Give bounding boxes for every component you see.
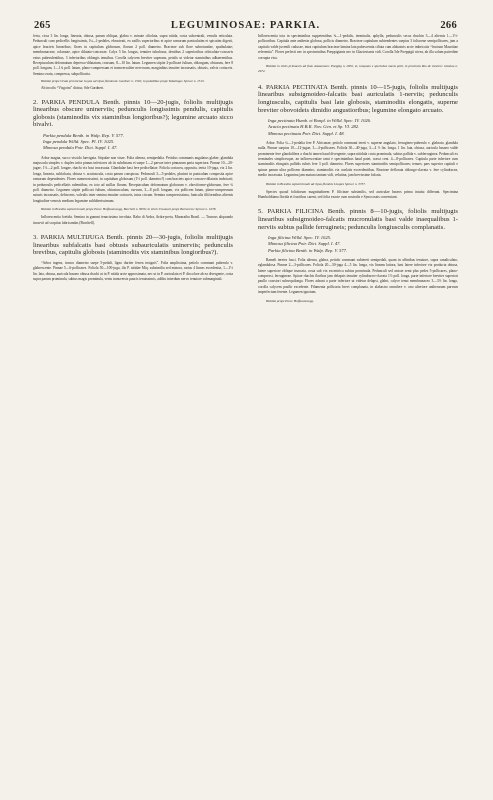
synonym: Mimosa pendula Poir. Dict. Suppl. I. 47. — [43, 145, 118, 151]
synonym: Inga pectinata Humb. et Bonpl. in Willd. Spec. IV. 1026. — [268, 118, 372, 124]
continued-description: Inflorescentia tota in speciminibus suppetentibus ¾—1-pedalis, terminalis, aphylla, pedunculis secus rhachin 3—4 alternis 1—1½-pollicaribus. Capitula ante anthesin globosa, pollicis diametro. Bracteae capitulum subtendentes saepius 3 foliaceae semipollicares, jam a capitulo valde juvenili caducae, intra capitulum bracteae lamina lata pubescentia ciliata cum alabastris arcte imbricatis “fructum Mauritiae referentia”. Flores perfecti nec in speciminibus Poeppigianis nec in Glaziovianis vidi. Corolla 5de Poeppigii nivea, ab illa solum putredine corrupta visa. — [258, 34, 458, 60]
synonym: Inga pendula Willd. Spec. Pl. IV. 1025. — [43, 139, 115, 145]
synonym-list — [268, 118, 458, 137]
synonym-list — [268, 235, 458, 254]
habitat-note: Habitat in silvis primaevis ad flum Amazonum: Poeppig n. 2832, et, tunquam e speciebus maxis petit, in provincia Rio de Janeiro: Glaziou n. 2972. — [258, 64, 458, 73]
running-title: LEGUMINOSAE: PARKIA. — [170, 20, 321, 31]
habitat-note: Habitat prope Para: Hoffmannsegg. — [266, 298, 314, 303]
species-description: Arbor. Folia ¾—1-pedalia fere P. Africanae, petiolo communi tereti v. superne angulato, ferrugineo-puberulo v. glabrato, glandula nulla. Pinnae saepius 10—12-jugae, 3—4-pollicares. Foliola 30—40-juga, 3—4 ½ lin. longa, 1 lin. lata, obtusa, auricula basaeo valde prominente fere glandulifera a rhachi tamen haud divergente, supra nitidula costa prominula, subtus pallida v. subferruginea. Pedunculi ex terminales simplicesque, an inflorescentiae rami e speciminibus haud patet, crassi cent. 4—8-pollicares. Capitula parte inferiore cum staminodiis elongatis pallidis rubris fere 3 poll. diametro. Flores superiores staminodiis semipollicares; tenues; pars superior capituli e spinae parum ultra pollicem diametro, staminodiis vix conlatis exceedentibus. Bracteae deflorata oblongo-clavata v. fere cylindracea, medio incrassata. Legumina jam matura tantum vidi, velutina, jam brevissime falcata. — [258, 140, 458, 178]
left-column — [33, 34, 233, 282]
synonym: Inga filicina Willd. Spec. IV. 1025. — [268, 235, 332, 241]
habitat-note: Habitat prope Orata provinciae Goyaz ad ripas fluminum: Gardner n. 1592; in paludibus prope Tabatinga: Spruce n. 1513. — [41, 79, 205, 84]
right-column — [258, 34, 458, 304]
species-heading-parkia-filicina: 5. PARKIA FILICINA Benth. pinnis 8—10-jugis, foliolis multijugis linearibus subsigmoideo-falcatis mucronulatis basi valde inaequalibus 1-nerviis subtus pallide ferrugineis; pedunculis longiusculis complanatis. — [258, 208, 458, 231]
species-description: “Arbor ingens, trunco diametro saepe 5-pedali, ligno duriter ferrea insignis”. Folia amplissima, petiolo communi puberulo v. glabrescente. Pinnae 5—6-pollicares. Foliola 50—100-juga, ilis P. nitidae Miq. subsimilia sed minora, rarius 4 lineas excedentia, 1—1½ lin. lata, obtusa, auricula basaeo obtusa rhachi ut in P. nitida arcte approximata, nec ut in P. auriculata et P. discolore ab ea divergente, costa supra parum prominula, subtus magis prominula, venis transversis paucis tenuissimis, addito interdum nervo tenuiore submarginali. — [33, 260, 233, 281]
synonym: Parkia filicina Benth. in Walp. Rep. V. 577. — [268, 247, 348, 253]
species-description: Rameli teretes fusci. Folia alterna, glabra, petiolo communi subtereti semipedali, quam in affinibus tenuiore, supra canaliculato, eglandulosa. Pinnae 2—3-pollicares. Foliola 20—30-juga 4—5 lin. longa, vix lineam latiora, basi latere inferiore vix producta obtusa, latere superiore oblique truncata, costa sub vix excentrica subtus prominula. Pedunculi sed anicae semi plus pedes 5-pollicares, plano-compressi, ferrugineae. Spicae rhachis floribus jam delapsis tenuiter cylindraceo-clavata 1½ poll. longa, parte inferiore breviter superiori paullo crassiori subsequilonga. Flores adsunt a parte inferiore ut videtur delapsi, glabri, calyce tenui membranaceo 3—3½ lin. longo, corolla calycem paullo excedente. Filamenta pollicaria brevi complanata, in alabastro omnifere v. ono ulteriore antherarum parvum imperfectum ferente. Legumen ignotum. — [258, 257, 458, 295]
species-heading-parkia-pectinata: 4. PARKIA PECTINATA Benth. pinnis 10—15-jugis, foliolis multijugis linearibus subsigmoideo-falcatis basi auriculatis 1-nerviis; pedunculis longiusculis, capitulis basi late globosis, staminodiis elongatis, superne breviter obovoideis dimidio angustioribus; legumine elongato arcuato. — [258, 83, 458, 114]
species-note: Species quoad foliolorum magnitudinem P. filicinae subsimilis, sed auriculae baseos prima intuitu differunt. Specimina Humboldtiana florida et fructibus carent, sed folia exacte cum nostralis e Synocosais conveniunt. — [258, 189, 458, 199]
synonym: Acacia pectinata H.B.K. Nov. Gen. et Sp. VI. 282. — [268, 124, 360, 130]
species-heading-parkia-pendula: 2. PARKIA PENDULA Benth. pinnis 10—20-jugis, foliolis multijugis linearibus obscure uninerviis; pedunculis longissimis pendulis, capitulis globosis (staminodiis vix staminibus longioribus?); legumine arcuato sicco bivalvi. — [33, 98, 233, 129]
species-heading-parkia-multijuga: 3. PARKIA MULTIJUGA Benth. pinnis 20—30-jugis, foliolis multijugis linearibus subfalcatis basi obtusis subauriculatis uninerviis; pedunculis brevibus, capitulis globosis (staminodiis vix staminibus longioribus?). — [33, 233, 233, 257]
species-description: Arbor magna, succo viscido laevigata. Stipulae non visae. Folia alterna, semipedalia. Petiolus communis angulatus glaber; glandula majuscula simplex v. duplex infra pinnas inferiores ab iis subdistans et saepe 1—2 parvae inter pinnarum paria superiora. Pinnae 10—20-jugae, 1½—2 poll. longae, rhachi vix basi incrassata. Glandulae basi fere pedicellatae. Foliola coriacea, opposita, tertia 10-juga, vix 2 lin. longa, linearia, subfalcata, obtusa v. acutiuscula, costa parum conspicua. Pedunculi 3—5-pedales, plurimi in paniculam composita apice ramorum dependentes. Flores numerosissimi, in capitulum globosum (1½ poll. diametro?) cum bracteis apice concavo-dilatatis imbricati; in pedunculis pedicellatis rubentibus, ex toto ad axillas florum. Receptaculum deformatum globosum v. oboviforme-globosum, fere ¾ poll. diametro. Legumen stipite pollicari fultum, obtusiusculum, curvum, 3—8 poll. longum, vix pollicem latum, plano-compressum suturis incrassatis, dehiscens, valvulis inter semina tenuiter coriaceis, intus circum. Semina compressissima, funiculis filiformibus alternis longitudine venosis medium legumine subhiberissimum. — [33, 155, 233, 203]
habitat-note: Habitat in Brasilia septentrionali prope Para: Hoffmannsegg, Burchell n. 9656; in silvis Uraunari prope Barrarens: Spruce n. 1078. — [41, 207, 217, 212]
continued-description: ferta, circa 3 lin. longa, linearia, obtusa, parum obliqua, glabra v. minute ciliolata, supra nitida, costa subcentrali, venulis reticulata. Pedunculi cum pedicellis longissimis, l¼—l-pedales, ebracteati, ex axillis superioribus et apice ramorum paniculatim et spicatim digesti, apice bracteis linearibus; flores in capitulum globosum, florum 2 poll. diametro. Bracteae sub flore subrotundae, spathulatae; membranaceae, colaratae, apice dilatato-concavae. Calyx 5 lin. longus, tenuiter tubulosus, dentibus 2 superioribus orbiculato-concavis extus puberulentibus, 3 inferioribus oblongis tenuibus. Corolla calycem breviter superans, petalis ut videtur staminibus adhaerentibus. Receptaculum deformatum depresso-dilatatum, crassum, 8—10 lin. latum. Legumen stipite 2-pollicari fultum, oblongum, obtusum, fere 8 poll. longum, 1—1¼ poll. latum, plano-compressum et transversaliter nervosum, marginibus tenuiter incrassatis, obtusis, valvis coriaceis. Semina ovata, compressa, subpollicaria. — [33, 34, 233, 76]
species-note: Inflorescentia foetida. Semina in gummi tenacissimo involuta. Rabo di Ardra, Ardra-preta, Muraraiba Brasil. — Truncus aliquando incurvit ad scopitas fabricandas (Burchell). — [33, 215, 233, 225]
synonym: Mimosa pectinata Poir. Dict. Suppl. I. 48. — [268, 130, 345, 136]
page-number-left: 265 — [34, 20, 51, 31]
page-header — [34, 20, 457, 34]
synonym: Mimosa filicina Poir. Dict. Suppl. I. 47. — [268, 241, 341, 247]
vernacular-note: Ab incolis “Visgoira” dicitur, Sde Gardneri. — [41, 86, 105, 91]
synonym-list — [43, 133, 233, 152]
synonym: Parkia pendula Benth. in Walp. Rep. V. 577. — [43, 132, 124, 138]
habitat-note: Habitat in Brasilia septentrionali ad ripas fluminis Uaupes Spruce n. 3737. — [266, 181, 366, 186]
page-number-right: 266 — [440, 20, 457, 31]
